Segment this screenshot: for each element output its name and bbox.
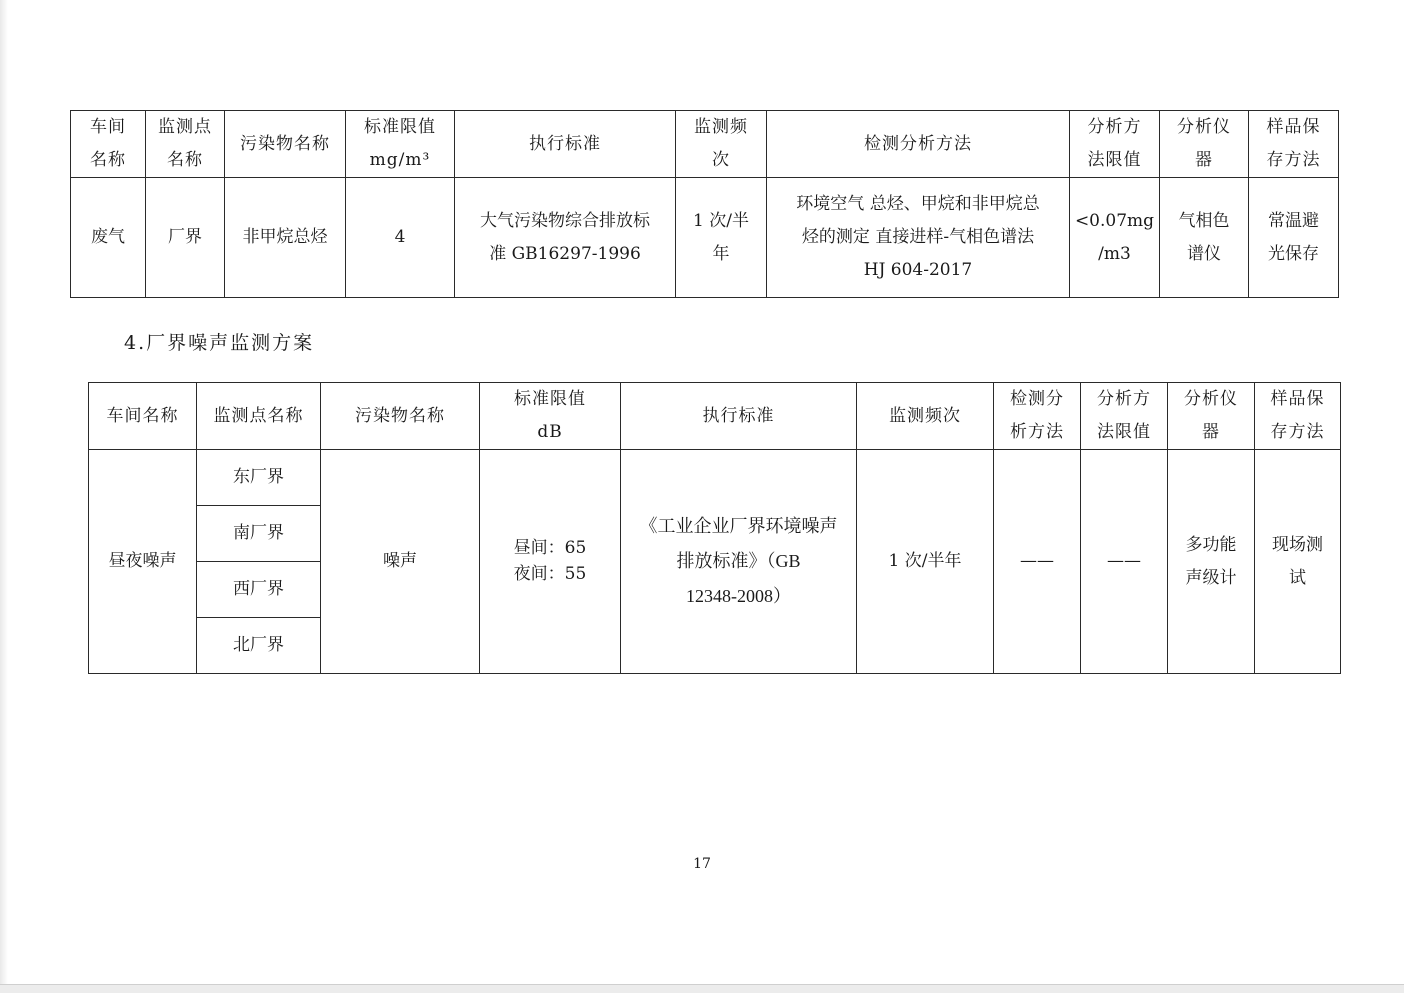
cell-pollutant: 非甲烷总烃 <box>225 178 346 298</box>
page-number: 17 <box>693 856 711 872</box>
cell-workshop: 废气 <box>71 178 146 298</box>
header-analysis-method: 检测分析方法 <box>767 111 1070 178</box>
table-header-row <box>71 111 1339 178</box>
cell-monitoring-point-east: 东厂界 <box>197 450 321 506</box>
header-standard: 执行标准 <box>455 111 676 178</box>
cell-frequency: 1 次/半年 <box>857 450 994 674</box>
header-analysis-method: 检测分 析方法 <box>994 383 1081 450</box>
cell-standard: 大气污染物综合排放标 准 GB16297-1996 <box>455 178 676 298</box>
cell-pollutant: 噪声 <box>321 450 480 674</box>
cell-storage: 常温避 光保存 <box>1249 178 1339 298</box>
header-standard: 执行标准 <box>621 383 857 450</box>
cell-analysis-method: 环境空气 总烃、甲烷和非甲烷总 烃的测定 直接进样-气相色谱法 HJ 604-2017 <box>767 178 1070 298</box>
cell-monitoring-point-south: 南厂界 <box>197 506 321 562</box>
header-standard-limit: 标准限值 mg/m³ <box>346 111 455 178</box>
header-method-limit: 分析方 法限值 <box>1070 111 1160 178</box>
cell-standard: 《工业企业厂界环境噪声 排放标准》（GB 12348-2008） <box>621 450 857 674</box>
header-pollutant: 污染物名称 <box>321 383 480 450</box>
header-storage: 样品保 存方法 <box>1255 383 1341 450</box>
cell-method-limit: —— <box>1081 450 1168 674</box>
cell-monitoring-point-west: 西厂界 <box>197 562 321 618</box>
table-row <box>71 178 1339 298</box>
cell-standard-limit: 4 <box>346 178 455 298</box>
header-frequency: 监测频次 <box>857 383 994 450</box>
cell-storage: 现场测 试 <box>1255 450 1341 674</box>
header-frequency: 监测频 次 <box>676 111 767 178</box>
cell-analysis-method: —— <box>994 450 1081 674</box>
cell-method-limit: <0.07mg /m3 <box>1070 178 1160 298</box>
header-method-limit: 分析方 法限值 <box>1081 383 1168 450</box>
header-workshop: 车间 名称 <box>71 111 146 178</box>
cell-frequency: 1 次/半 年 <box>676 178 767 298</box>
cell-instrument: 气相色 谱仪 <box>1160 178 1249 298</box>
page-edge <box>0 0 8 992</box>
cell-workshop: 昼夜噪声 <box>89 450 197 674</box>
header-workshop: 车间名称 <box>89 383 197 450</box>
header-pollutant: 污染物名称 <box>225 111 346 178</box>
cell-instrument: 多功能 声级计 <box>1168 450 1255 674</box>
header-monitoring-point: 监测点名称 <box>197 383 321 450</box>
header-storage: 样品保 存方法 <box>1249 111 1339 178</box>
cell-standard-limit: 昼间：65 夜间：55 <box>480 450 621 674</box>
table-row <box>89 450 1341 506</box>
header-monitoring-point: 监测点 名称 <box>146 111 225 178</box>
header-standard-limit: 标准限值 dB <box>480 383 621 450</box>
noise-monitoring-table <box>88 382 1341 674</box>
header-instrument: 分析仪 器 <box>1160 111 1249 178</box>
waste-gas-monitoring-table <box>70 110 1339 298</box>
cell-monitoring-point: 厂界 <box>146 178 225 298</box>
table-header-row <box>89 383 1341 450</box>
header-instrument: 分析仪 器 <box>1168 383 1255 450</box>
section-heading: 4.厂界噪声监测方案 <box>124 332 315 354</box>
cell-monitoring-point-north: 北厂界 <box>197 618 321 674</box>
